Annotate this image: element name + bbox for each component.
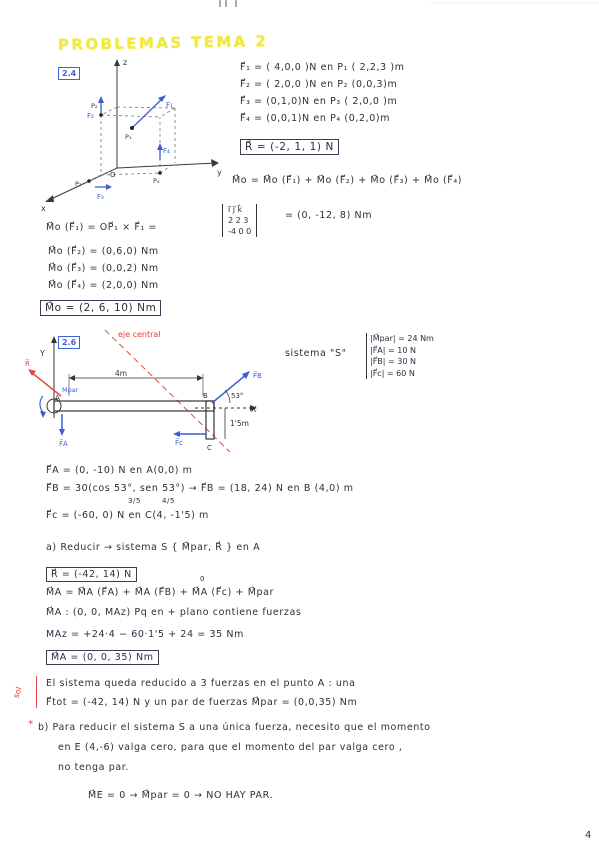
system-values <box>366 333 434 379</box>
force-fa-line: F⃗A = (0, -10) N en A(0,0) m <box>46 465 193 476</box>
solution-side-note: sol <box>11 685 24 700</box>
system-value-fc: |F⃗c| = 60 N <box>370 368 415 378</box>
matrix-row-3: -4 0 0 <box>228 227 252 236</box>
matrix-row-1: i⃗ j⃗ k⃗ <box>228 205 243 214</box>
moment-f2: M⃗o (F⃗₂) = (0,6,0) Nm <box>48 246 159 257</box>
force-definition-3: F⃗₃ = (0,1,0)N en P₃ ( 2,0,0 )m <box>240 96 398 107</box>
moment-a-components: M⃗A : (0, 0, MAz) Pq en + plano contiene fuerzas <box>46 607 302 618</box>
problem-tag-2-4: 2.4 <box>58 67 80 80</box>
figure-beam <box>25 326 275 456</box>
point-b-label: B <box>203 392 208 400</box>
force-f4-label: F₄ <box>163 147 170 155</box>
force-f2-label: F₂ <box>87 112 94 120</box>
system-value-fa: |F⃗A| = 10 N <box>370 345 416 355</box>
moment-a-result-box: M⃗A = (0, 0, 35) Nm <box>46 650 159 665</box>
cross-product-equation: M⃗o (F⃗₁) = OP⃗₁ × F⃗₁ = <box>46 222 157 233</box>
point-p1-label: P₁ <box>125 133 132 141</box>
problem-tag-2-6: 2.6 <box>58 336 80 349</box>
moment-f4: M⃗o (F⃗₄) = (2,0,0) Nm <box>48 280 159 291</box>
axis-x-label: x <box>41 204 46 213</box>
resultant-box: R⃗ = (-2, 1, 1) N <box>240 139 339 155</box>
moment-a-calculation: MAz = +24·4 − 60·1'5 + 24 = 35 Nm <box>46 629 244 640</box>
conclusion-line-2: F⃗tot = (-42, 14) N y un par de fuerzas M⃗par = (0,0,35) Nm <box>46 697 358 708</box>
point-c-label: C <box>207 444 212 452</box>
dimension-1-5m: 1'5m <box>230 419 249 428</box>
point-p2-label: P₂ <box>91 102 98 110</box>
point-a-label: A <box>55 394 60 402</box>
fraction-sin: 4/5 <box>162 497 176 505</box>
final-conclusion: M⃗E = 0 → M⃗par = 0 → NO HAY PAR. <box>88 790 274 801</box>
moment-mpar-label: Mpar <box>62 386 79 394</box>
scan-marks <box>0 0 599 10</box>
origin-label: O <box>110 171 116 179</box>
system-label: sistema "S" <box>285 348 347 359</box>
matrix-result: = (0, -12, 8) Nm <box>285 210 373 221</box>
axis-y-label: Y <box>40 349 45 358</box>
force-definition-1: F⃗₁ = ( 4,0,0 )N en P₁ ( 2,2,3 )m <box>240 62 405 73</box>
part-b-line-1: b) Para reducir el sistema S a una única fuerza, necesito que el momento <box>38 722 431 733</box>
angle-label: 53° <box>231 392 244 400</box>
force-definition-4: F⃗₄ = (0,0,1)N en P₄ (0,2,0)m <box>240 113 391 124</box>
central-axis-annotation: eje central <box>118 330 161 339</box>
force-fa-label: F⃗A <box>59 440 68 448</box>
force-fc-label: F⃗c <box>175 439 183 447</box>
page-number: 4 <box>585 830 592 841</box>
part-b-line-3: no tenga par. <box>58 762 130 773</box>
axis-x-label: X <box>251 405 257 414</box>
moment-sum-equation: M⃗o = M⃗o (F⃗₁) + M⃗o (F⃗₂) + M⃗o (F⃗₃) + M⃗o (F⃗₄) <box>232 175 463 186</box>
part-b-line-2: en E (4,-6) valga cero, para que el momento del par valga cero , <box>58 742 403 753</box>
system-value-mpar: |M⃗par| = 24 Nm <box>370 334 434 343</box>
determinant-matrix <box>222 204 257 237</box>
figure-3d-axes <box>35 55 235 215</box>
part-b-bullet: * <box>28 719 33 730</box>
force-fb-line: F⃗B = 30(cos 53°, sen 53°) → F⃗B = (18, 24) N en B (4,0) m <box>46 483 354 494</box>
solution-bracket <box>36 676 41 708</box>
page-title: PROBLEMAS TEMA 2 <box>57 32 269 54</box>
resultant-r-box: R⃗ = (-42, 14) N <box>46 567 137 582</box>
fraction-cos: 3/5 <box>128 497 142 505</box>
moment-f3: M⃗o (F⃗₃) = (0,0,2) Nm <box>48 263 159 274</box>
resultant-r-label: R⃗ <box>25 360 30 368</box>
system-value-fb: |F⃗B| = 30 N <box>370 357 416 366</box>
force-definition-2: F⃗₂ = ( 2,0,0 )N en P₂ (0,0,3)m <box>240 79 398 90</box>
axis-y-label: y <box>217 168 222 177</box>
matrix-row-2: 2 2 3 <box>228 216 249 225</box>
force-fc-line: F⃗c = (-60, 0) N en C(4, -1'5) m <box>46 510 209 521</box>
dimension-4m: 4m <box>115 369 128 378</box>
part-a-statement: a) Reducir → sistema S { M⃗par, R⃗ } en A <box>46 542 261 553</box>
force-f1-label: F₁ <box>166 101 173 109</box>
zero-mark: 0 <box>200 575 206 583</box>
moment-a-equation: M⃗A = M⃗A (F⃗A) + M⃗A (F⃗B) + M⃗A (F⃗c) + M⃗par <box>46 587 275 598</box>
force-f3-label: F₃ <box>97 193 104 201</box>
moment-result-box: M⃗o = (2, 6, 10) Nm <box>40 300 161 316</box>
axis-z-label: z <box>123 58 128 67</box>
point-p4-label: P₄ <box>153 177 160 185</box>
force-fb-label: F⃗B <box>253 372 262 380</box>
conclusion-line-1: El sistema queda reducido a 3 fuerzas en el punto A : una <box>46 678 356 689</box>
point-p3-label: P₃ <box>75 180 82 188</box>
